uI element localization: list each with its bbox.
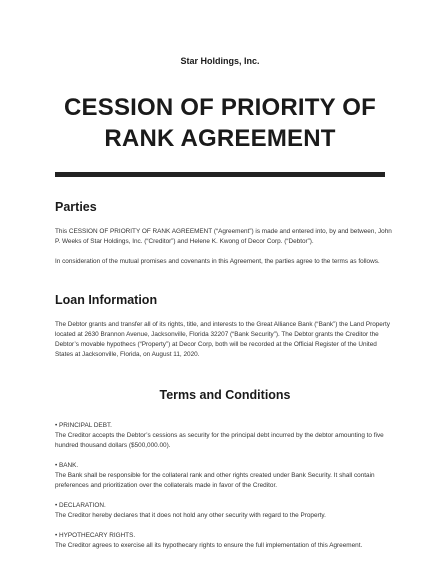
document-title: CESSION OF PRIORITY OF RANK AGREEMENT (64, 94, 376, 152)
term-text: The Creditor hereby declares that it does not hold any other security with regard to the Property. (55, 512, 326, 519)
term-item (55, 461, 395, 491)
term-title: • DECLARATION. (55, 502, 106, 509)
title-divider (55, 172, 385, 177)
document-body (55, 200, 395, 551)
term-item (55, 531, 395, 551)
parties-section (55, 200, 395, 267)
company-name: Star Holdings, Inc. (180, 56, 260, 66)
term-text: The Creditor accepts the Debtor’s cessions as security for the principal debt incurred by the debtor amounting to five hundred thousand dollars ($500,000.00). (55, 432, 384, 449)
term-item (55, 421, 395, 451)
loan-section (55, 293, 395, 360)
term-title: • HYPOTHECARY RIGHTS. (55, 532, 136, 539)
term-title: • PRINCIPAL DEBT. (55, 422, 112, 429)
parties-paragraph-2: In consideration of the mutual promises and covenants in this Agreement, the parties agree to the terms as follows. (55, 258, 380, 265)
terms-heading: Terms and Conditions (159, 388, 291, 402)
term-item (55, 501, 395, 521)
loan-heading: Loan Information (55, 293, 158, 307)
parties-paragraph-1: This CESSION OF PRIORITY OF RANK AGREEMENT (“Agreement”) is made and entered into, by and between, John P. Weeks of Star Holdings, Inc. (“Creditor”) and Helene K. Kwong of Decor Corp. (“Debtor”). (55, 228, 392, 245)
term-title: • BANK. (55, 462, 79, 469)
terms-section (55, 388, 395, 551)
term-text: The Creditor agrees to exercise all its hypothecary rights to ensure the full implementation of this Agreement. (55, 542, 363, 549)
loan-paragraph: The Debtor grants and transfer all of its rights, title, and interests to the Great Alliance Bank (“Bank”) the Land Property located at 2630 Brannon Avenue, Jacksonville, Florida 32207 (“Bank Security”). The Debtor grants the Creditor the Debtor’s movable hypothecs (“Property”) at Decor Corp, both will be recorded at the Official Register of the United States at Jacksonville, Florida, on August 11, 2020. (55, 321, 390, 358)
term-text: The Bank shall be responsible for the collateral rank and other rights created under Bank Security. It shall contain preferences and prioritization over the collaterals made in favor of the Creditor. (55, 472, 375, 489)
parties-heading: Parties (55, 200, 97, 214)
